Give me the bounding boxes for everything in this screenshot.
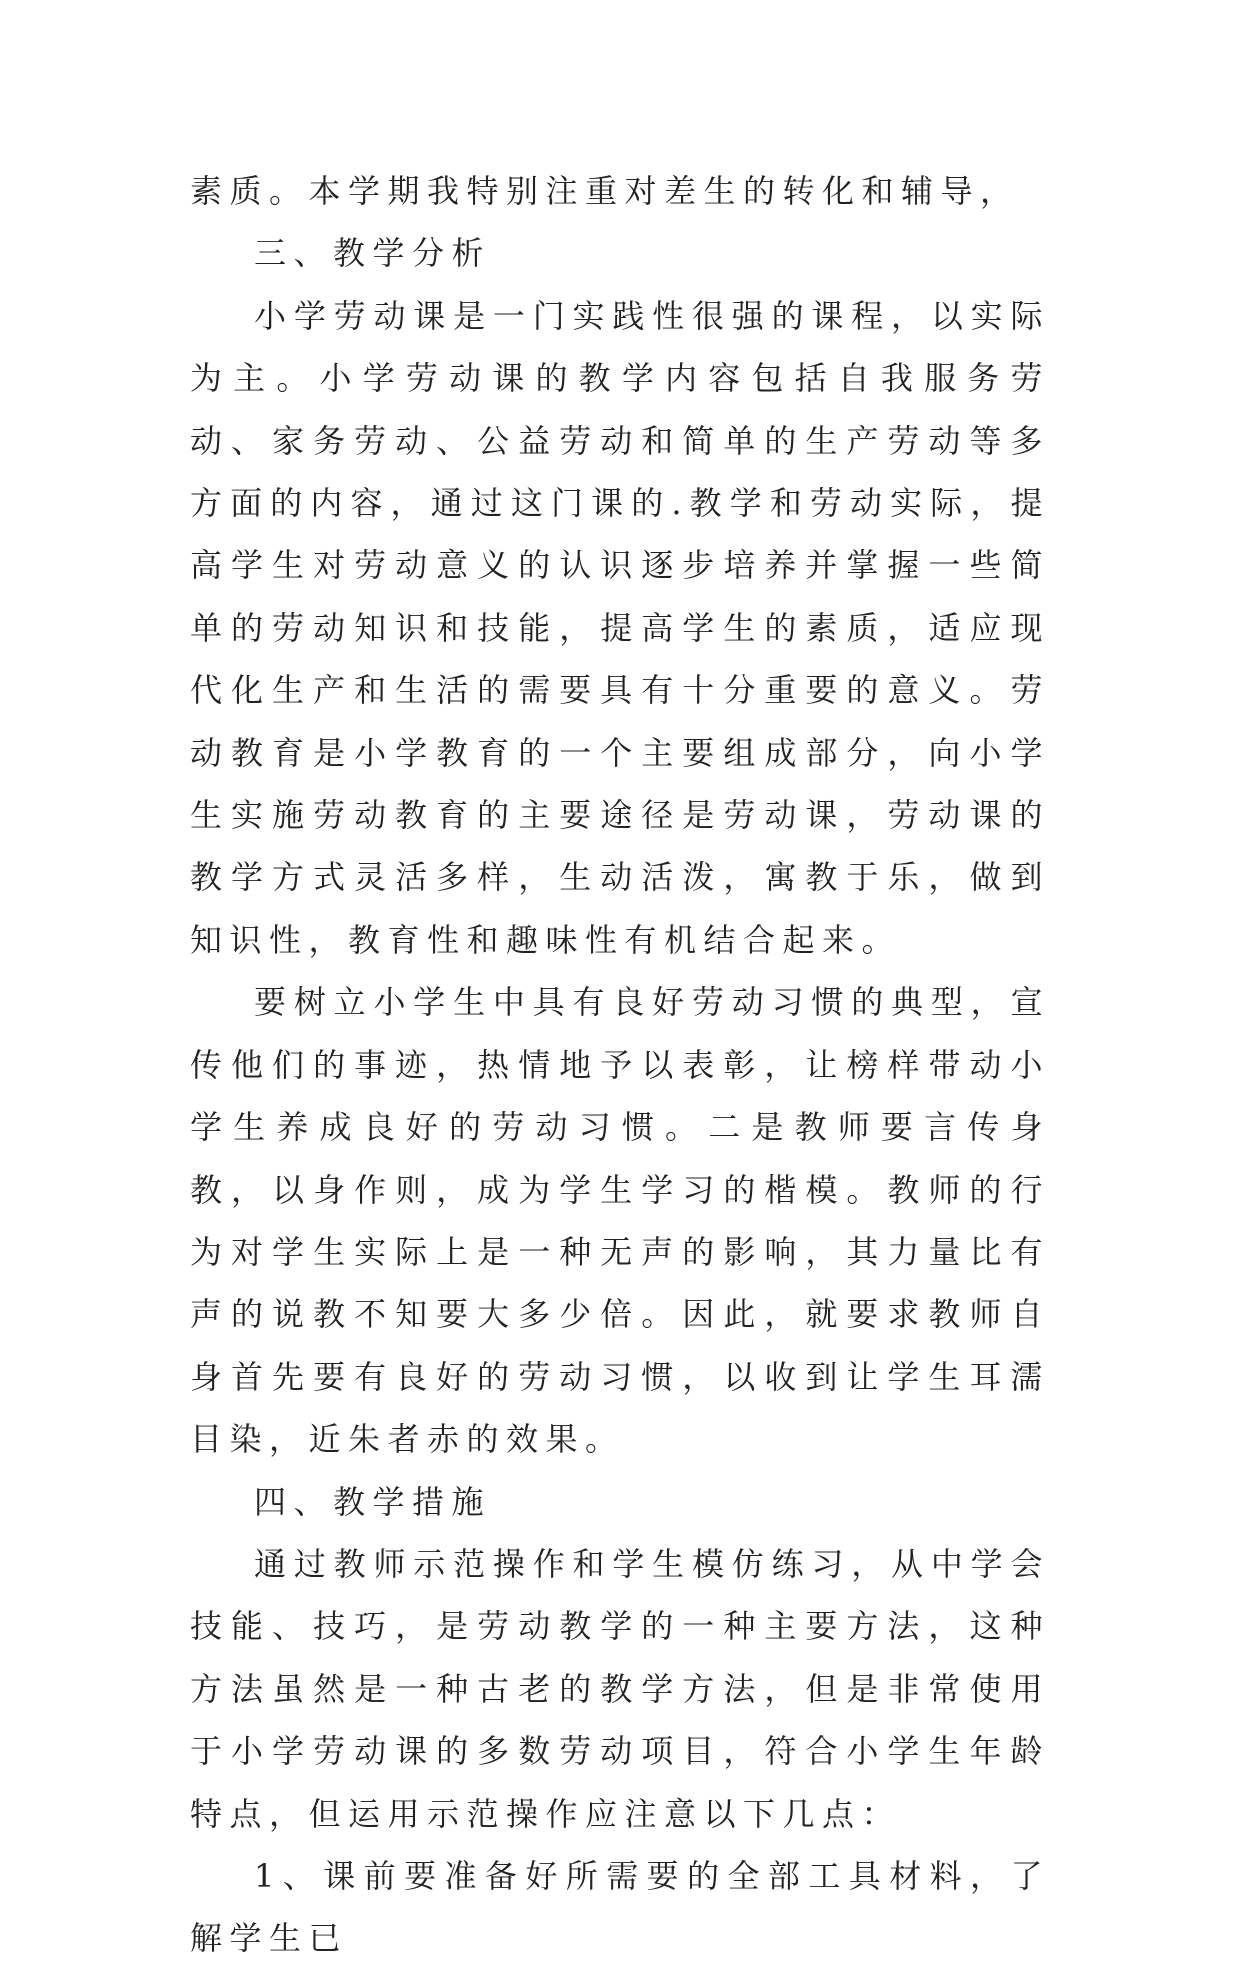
document-body — [190, 160, 1050, 1970]
paragraph-demonstration-method: 通过教师示范操作和学生模仿练习，从中学会技能、技巧，是劳动教学的一种主要方法，这种方法虽然是一种古老的教学方法，但是非常使用于小学劳动课的多数劳动项目，符合小学生年龄特点，但运用示范操作应注意以下几点： — [190, 1544, 1050, 1833]
paragraph-role-models: 要树立小学生中具有良好劳动习惯的典型，宣传他们的事迹，热情地予以表彰，让榜样带动小学生养成良好的劳动习惯。二是教师要言传身教，以身作则，成为学生学习的楷模。教师的行为对学生实际上是一种无声的影响，其力量比有声的说教不知要大多少倍。因此，就要求教师自身首先要有良好的劳动习惯，以收到让学生耳濡目染，近朱者赤的效果。 — [190, 983, 1050, 1459]
section-heading-teaching-measures: 四、教学措施 — [254, 1482, 492, 1521]
paragraph-labor-course-overview: 小学劳动课是一门实践性很强的课程，以实际为主。小学劳动课的教学内容包括自我服务劳动、家务劳动、公益劳动和简单的生产劳动等多方面的内容，通过这门课的.教学和劳动实际，提高学生对劳动意义的认识逐步培养并掌握一些简单的劳动知识和技能，提高学生的素质，适应现代化生产和生活的需要具有十分重要的意义。劳动教育是小学教育的一个主要组成部分，向小学生实施劳动教育的主要途径是劳动课，劳动课的教学方式灵活多样，生动活泼，寓教于乐，做到知识性，教育性和趣味性有机结合起来。 — [190, 296, 1050, 959]
paragraph-continued: 素质。本学期我特别注重对差生的转化和辅导， — [190, 172, 1020, 210]
section-heading-teaching-analysis: 三、教学分析 — [254, 234, 492, 273]
paragraph-point-1: 1、课前要准备好所需要的全部工具材料，了解学生已 — [190, 1856, 1050, 1958]
